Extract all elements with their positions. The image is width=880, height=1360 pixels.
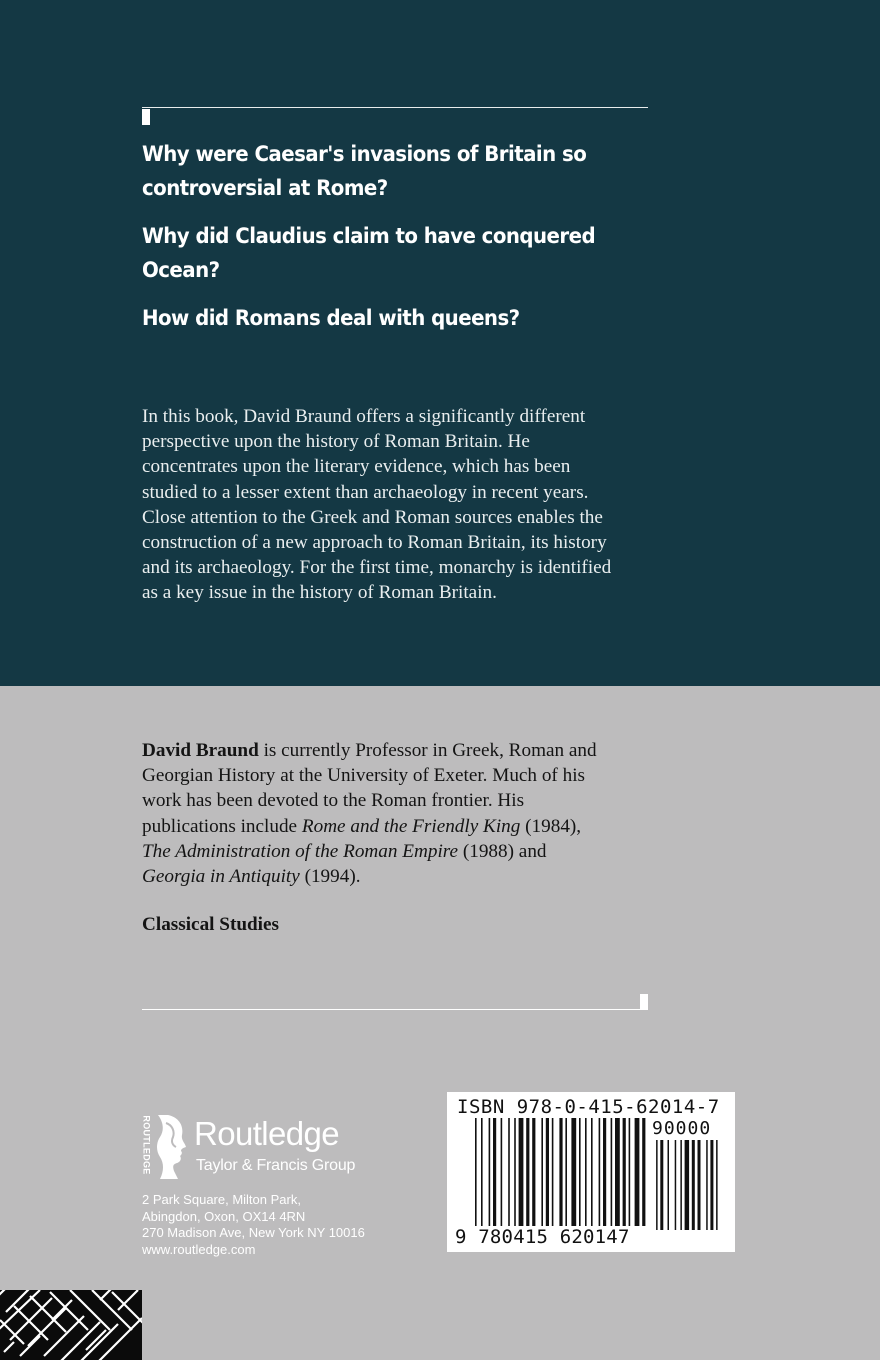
barcode-addon-bar xyxy=(716,1140,718,1230)
barcode-bar xyxy=(579,1118,581,1226)
question-3: How did Romans deal with queens? xyxy=(142,306,520,331)
publisher-address xyxy=(142,1192,365,1258)
barcode-box xyxy=(447,1092,735,1252)
barcode-bar xyxy=(501,1118,503,1226)
barcode-bar xyxy=(541,1118,543,1226)
corner-maze-pattern xyxy=(0,1290,142,1360)
barcode-bar xyxy=(591,1118,593,1226)
barcode-addon-bar xyxy=(680,1140,682,1230)
question-2: Why did Claudius claim to have conquered Ocean? xyxy=(142,224,596,283)
publisher-group: Taylor & Francis Group xyxy=(196,1157,356,1174)
bio-text-2: (1984), xyxy=(520,815,582,837)
bio-title-1: Rome and the Friendly King xyxy=(301,815,521,837)
ean-digits: 9 780415 620147 xyxy=(455,1226,630,1248)
isbn-text: ISBN 978-0-415-62014-7 xyxy=(457,1096,720,1118)
bio-text-3: (1988) and xyxy=(458,840,547,862)
author-name: David Braund xyxy=(142,740,259,761)
barcode-bar xyxy=(571,1118,576,1226)
barcode-bar xyxy=(489,1118,491,1226)
address-line-1: 2 Park Square, Milton Park, xyxy=(142,1192,301,1207)
barcode-bar xyxy=(585,1118,587,1226)
address-line-3: 270 Madison Ave, New York NY 10016 xyxy=(142,1225,365,1240)
barcode-addon-bar xyxy=(656,1140,658,1230)
barcode-bar xyxy=(493,1118,496,1226)
question-1: Why were Caesar's invasions of Britain so controversial at Rome? xyxy=(142,142,587,201)
subject-category: Classical Studies xyxy=(142,914,280,935)
barcode-addon-bar xyxy=(706,1140,708,1230)
routledge-head-icon xyxy=(154,1113,188,1181)
barcode-bar xyxy=(532,1118,535,1226)
barcode-addon-bar xyxy=(710,1140,713,1230)
barcode-bar xyxy=(615,1118,620,1226)
barcode-addon-bar xyxy=(668,1140,670,1230)
barcode-bar xyxy=(565,1118,567,1226)
barcode-bar xyxy=(599,1118,601,1226)
bio-title-2: The Administration of the Roman Empire xyxy=(142,840,459,862)
barcode-addon-bar xyxy=(698,1140,701,1230)
bio-text-4: (1994). xyxy=(299,866,361,888)
publisher-name: Routledge xyxy=(194,1115,340,1152)
top-rule xyxy=(142,107,648,108)
top-rule-marker xyxy=(142,109,150,125)
barcode-bar xyxy=(514,1118,516,1226)
author-bio xyxy=(142,738,612,889)
barcode-addon-bar xyxy=(685,1140,690,1230)
barcode-addon-bar xyxy=(675,1140,677,1230)
bio-title-3: Georgia in Antiquity xyxy=(142,866,300,888)
book-description: In this book, David Braund offers a significantly different perspective upon the history of Roman Britain. He concentrates upon the literary evidence, which has been studied to a lesser extent than archaeology in recent years. Close attention to the Greek and Roman sources enables the construction of a new approach to Roman Britain, its history and its archaeology. For the first time, monarchy is identified as a key issue in the history of Roman Britain. xyxy=(142,406,612,604)
question-list xyxy=(142,138,657,350)
barcode-addon-bar xyxy=(692,1140,695,1230)
barcode-bar xyxy=(552,1118,554,1226)
barcode-addon-bar xyxy=(660,1140,663,1230)
price-code: 90000 xyxy=(652,1118,712,1139)
bottom-rule-marker xyxy=(640,994,648,1010)
barcode-bar xyxy=(629,1118,631,1226)
barcode-bar xyxy=(623,1118,626,1226)
barcode-bar xyxy=(546,1118,549,1226)
barcode-bar xyxy=(559,1118,562,1226)
bottom-rule xyxy=(142,1009,648,1010)
barcode-bar xyxy=(519,1118,524,1226)
barcode-bar xyxy=(603,1118,606,1226)
barcode-bar xyxy=(526,1118,529,1226)
barcode-bar xyxy=(611,1118,613,1226)
barcode-bar xyxy=(475,1118,477,1234)
publisher-vertical-text: ROUTLEDGE xyxy=(142,1115,153,1175)
barcode-bar xyxy=(635,1118,640,1226)
address-line-2: Abingdon, Oxon, OX14 4RN xyxy=(142,1208,306,1224)
barcode-bar xyxy=(481,1118,483,1234)
publisher-logo xyxy=(140,1113,380,1183)
publisher-website: www.routledge.com xyxy=(142,1241,256,1257)
barcode-bar xyxy=(508,1118,510,1226)
barcode-bar xyxy=(642,1118,645,1226)
bio-text-1: is currently Professor in Greek, Roman and Georgian History at the University of Exeter. Much of his work has been devoted to the Roman frontier. His publications include xyxy=(142,740,597,837)
